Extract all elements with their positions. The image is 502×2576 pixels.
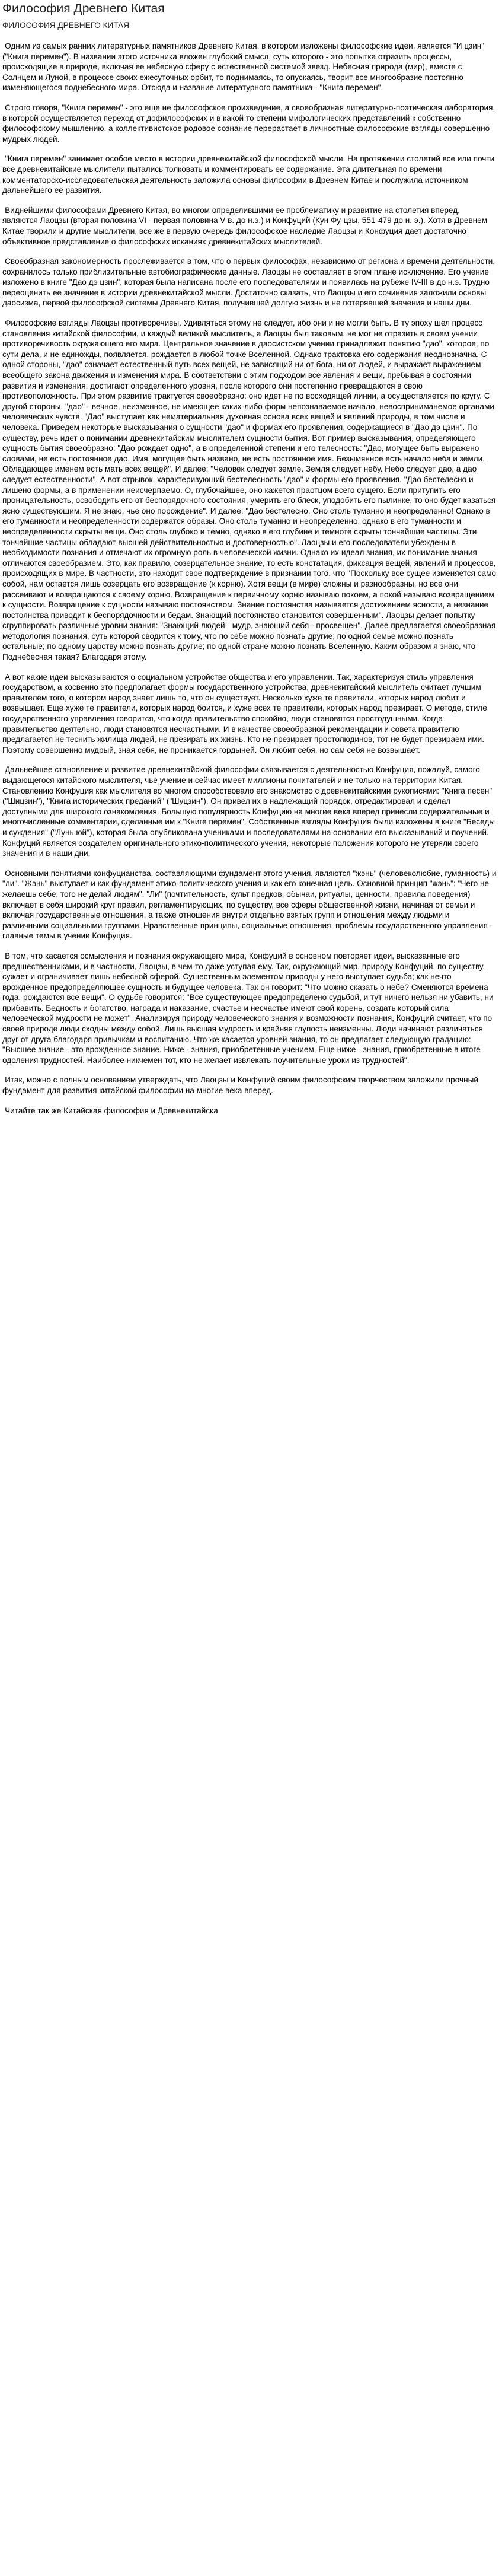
page-title: Философия Древнего Китая: [2, 2, 165, 15]
paragraph-kniga-peremen-nature: Строго говоря, "Книга перемен" - это еще не философское произведение, а своеобразная литературно-поэтическая лаборатория, в которой осуществляется переход от дофилософских и в какой то степени мифологических представлений к собственно философскому мышлению, а коллективистское родовое сознание перерастает в личностные философские взгляды совершенно мудрых людей.: [2, 103, 495, 144]
paragraph-kniga-peremen-role: "Книга перемен" занимает особое место в истории древнекитайской философской мысли. На протяжении столетий все или почти все древнекитайские мыслители пытались толковать и комментировать ее содержание. Эта длительная по времени комментаторско-исследовательская деятельность заложила основы философии в Древнем Китае и послужила источником дальнейшего ее развития.: [2, 154, 495, 195]
paragraph-social-order: А вот какие идеи высказываются о социальном устройстве общества и его управлении. Так, характеризуя стиль управления государством, а косвенно это предполагает формы государственного устройства, древнекитайский мыслитель считает лучшим правителем того, о котором народ знает лишь то, что он существует. Несколько хуже те правители, которых народ любит и возвышает. Еще хуже те правители, которых народ боится, и хуже всех те правители, которых народ презирает. О методе, стиле государственного управления говорится, что когда правительство спокойно, люди становятся простодушными. Когда правительство деятельно, люди становятся несчастными. И в качестве своеобразной рекомендации и совета правителю предлагается не теснить жилища людей, не презирать их жизнь. Кто не презирает простолюдинов, тот не будет презираем ими. Поэтому совершенно мудрый, зная себя, не проникается гордыней. Он любит себя, но сам себя не возвышает.: [2, 672, 487, 754]
paragraph-laozi-views: Философские взгляды Лаоцзы противоречивы. Удивляться этому не следует, ибо они и не могли быть. В ту эпоху шел процесс становления китайской философии, и каждый великий мыслитель, а Лаоцзы был таковым, не мог не отразить в своем учении противоречивость окружающего его мира. Центральное значение в даосистском учении принадлежит понятию "дао", которое, по сути дела, и не единожды, появляется, рождается в любой точке Вселенной. Однако трактовка его содержания неоднозначна. С одной стороны, "дао" означает естественный путь всех вещей, не зависящий ни от бога, ни от людей, и выражает выражением всеобщего закона движения и изменения мира. В соответствии с этим подходом все явления и вещи, пребывая в состоянии развития и изменения, достигают определенного уровня, после которого они постепенно превращаются в свою противоположность. При этом развитие трактуется своеобразно: оно идет не по восходящей линии, а осуществляется по кругу. С другой стороны, "дао" - вечное, неизменное, не имеющее каких-либо форм непознаваемое начало, невосприниманемое органами человеческих чувств. "Дао" выступает как нематериальная духовная основа всех вещей и явлений природы, в том числе и человека. Приведем некоторые высказывания о сущности "дао" и формах его проявления, содержащиеся в "Дао дэ цзин". По существу, речь идет о понимании древнекитайским мыслителем сущности бытия. Вот пример высказывания, определяющего сущность бытия своеобразно: "Дао рождает одно", а в определенной степени и его телесность: "Дао, могущее быть выражено словами, не есть постоянное дао. Имя, могущее быть названо, не есть постоянное имя. Безымянное есть начало неба и земли. Обладающее именем есть мать всех вещей". И далее: "Человек следует земле. Земля следует небу. Небо следует дао, а дао следует естественности". А вот отрывок, характеризующий бестелесность "дао" и формы его проявления. "Дао бестелесно и лишено формы, а в применении неисчерпаемо. О, глубочайшее, оно кажется праотцом всего сущего. Если притупить его проницательность, освободить его от беспорядочного состояния, умерить его блеск, уподобить его пылинке, то оно будет казаться ясно существующим. Я не знаю, чье оно порождение". И далее: "Дао бестелесно. Оно столь туманно и неопределенно! Однако в его туманности и неопределенности содержатся образы. Оно столь туманно и неопределенно, однако в его туманности и неопределенности скрыты вещи. Оно столь глубоко и темно, однако в его глубине и темноте скрыты тончайшие частицы. Эти тончайшие частицы обладают высшей действительностью и достоверностью". Лаоцзы и его последователи убеждены в необходимости познания и отмечают их огромную роль в человеческой жизни. Однако их идеал знания, их понимание знания отличаются своеобразием. Это, как правило, созерцательное знание, то есть констатация, фиксация вещей, явлений и процессов, происходящих в мире. В частности, это находит свое подтверждение в признании того, что "Поскольку все сущее изменяется само собой, нам остается лишь созерцать его возвращение (к корню). Хотя вещи (в мире) сложны и разнообразны, но все они рассеивают и возвращаются к своему корню. Возвращение к первичному корню называю покоем, а покой называю возвращением к сущности. Возвращение к сущности называю постоянством. Знание постоянства называется достижением ясности, а незнание постоянства приводит к беспорядочности и бедам. Знающий постоянство становится совершенным". Лаоцзы делает попытку сгруппировать различные уровни знания: "Знающий людей - мудр, знающий себя - просвещен". Далее предлагается своеобразная методология познания, суть которой сводится к тому, что по себе можно познать другие; по одной семье можно познать остальные; по одному царству можно познать другие; по одной стране можно познать Вселенную. Каким образом я знаю, что Поднебесная такая? Благодаря этому.: [2, 319, 496, 662]
paragraph-confucianism-concepts: Основными понятиями конфуцианства, составляющими фундамент этого учения, являются "жэнь" (человеколюбие, гуманность) и "ли". "Жэнь" выступает и как фундамент этико-политического учения и как его конечная цель. Основной принцип "жэнь": "Чего не желаешь себе, того не делай людям". "Ли" (почтительность, культ предков, обычаи, ритуалы, ценности, правила поведения) включает в себя широкий круг правил, регламентирующих, по существу, все сферы общественной жизни, начиная от семьи и включая государственные отношения, а также отношения внутри отдельно взятых групп и отношения между людьми и различными социальными группами. Нравственные принципы, социальные отношения, проблемы государственного управления - главные темы в учении Конфуция.: [2, 868, 497, 941]
paragraph-laozi-biography: Своеобразная закономерность прослеживается в том, что о первых философах, независимо от региона и времени деятельности, сохранилось только приблизительные автобиографические данные. Лаоцзы не составляет в этом плане исключение. Его учение изложено в книге "Дао дэ цзин", которая была написана после его последователями и появилась на рубеже IV-III в до н.э. Трудно переоценить ее значение в истории древнекитайской мысли. Достаточно сказать, что Лаоцзы и его сочинения заложили основы даосизма, первой философской системы Древнего Китая, получившей долгую жизнь и не потерявшей значения и наши дни.: [2, 257, 495, 308]
document-page: [0, 0, 502, 1116]
paragraph-i-czin: Одним из самых ранних литературных памятников Древнего Китая, в котором изложены философские идеи, является "И цзин" ("Книга перемен"). В названии этого источника вложен глубокий смысл, суть которого - это попытка отразить процессы, происходящие в природе, включая ее небесную сферу с естественной системой звезд. Небесная природа (мир), вместе с Солнцем и Луной, в процессе своих ежесуточных орбит, то поднимаясь, то опускаясь, творит все многообразие постоянно изменяющегося поднебесного мира. Отсюда и название литературного памятника - "Книга перемен".: [2, 42, 485, 93]
page-subtitle: ФИЛОСОФИЯ ДРЕВНЕГО КИТАЯ: [2, 21, 130, 30]
paragraph-read-also: Читайте так же Китайская философия и Древнекитайска: [5, 1106, 218, 1115]
paragraph-confucius: Дальнейшее становление и развитие древнекитайской философии связывается с деятельностью Конфуция, пожалуй, самого выдающегося китайского мыслителя, чье учение и сейчас имеет миллионы почитателей и не только на территории Китая. Становлению Конфуция как мыслителя во многом способствовало его знакомство с древнекитайскими рукописями: "Книга песен" ("Шицзин"), "Книга исторических преданий" ("Шуцзин"). Он привел их в надлежащий порядок, отредактировал и сделал доступными для широкого ознакомления. Большую популярность Конфуцию на многие века вперед принесли содержательные и многочисленные комментарии, сделанные им к "Книге перемен". Собственные взгляды Конфуция были изложены в книге "Беседы и суждения" ("Лунь юй"), которая была опубликована учениками и последователями на основании его высказываний и поучений. Конфуций является создателем оригинального этико-политического учения, некоторые положения которого не утеряли своего значения и в наши дни.: [2, 765, 495, 858]
paragraph-philosophers: Виднейшими философами Древнего Китая, во многом определившими ее проблематику и развитие на столетия вперед, являются Лаоцзы (вторая половина VI - первая половина V в. до н.э.) и Конфуций (Кун Фу-цзы, 551-479 до н. э.). Хотя в Древнем Китае творили и другие мыслители, все же в первую очередь философское наследие Лаоцзы и Конфуция дает достаточно объективное представление о философских исканиях древнекитайских мыслителей.: [2, 205, 488, 246]
paragraph-confucius-knowledge: В том, что касается осмысления и познания окружающего мира, Конфуций в основном повторяет идеи, высказанные его предшественниками, и в частности, Лаоцзы, в чем-то даже уступая ему. Так, окружающий мир, природу Конфуций, по существу, сужает и ограничивает лишь небесной сферой. Существенным элементом природы у него выступает судьба; как нечто врожденное предопределяющее сущность и будущее человека. Так он говорит: "Что можно сказать о небе? Сменяются времена года, рождаются все вещи". О судьбе говорится: "Все существующее предопределено судьбой, и тут ничего нельзя ни убавить, ни прибавить. Бедность и богатство, награда и наказание, счастье и несчастье имеют свой корень, создать который сила человеческой мудрости не может". Анализируя природу человеческого знания и возможности познания, Конфуций считает, что по своей природе люди сходны между собой. Лишь высшая мудрость и крайняя глупость неизменны. Люди начинают различаться друг от друга благодаря привычкам и воспитанию. Что же касается уровней знания, то он предлагает следующую градацию: "Высшее знание - это врожденное знание. Ниже - знания, приобретенные учением. Еще ниже - знания, приобретенные в итоге одоления трудностей. Наиболее никчемен тот, кто не желает извлекать поучительные уроки из трудностей".: [2, 951, 494, 1065]
paragraph-conclusion: Итак, можно с полным основанием утверждать, что Лаоцзы и Конфуций своим философским творчеством заложили прочный фундамент для развития китайской философии на многие века вперед.: [2, 1075, 478, 1096]
